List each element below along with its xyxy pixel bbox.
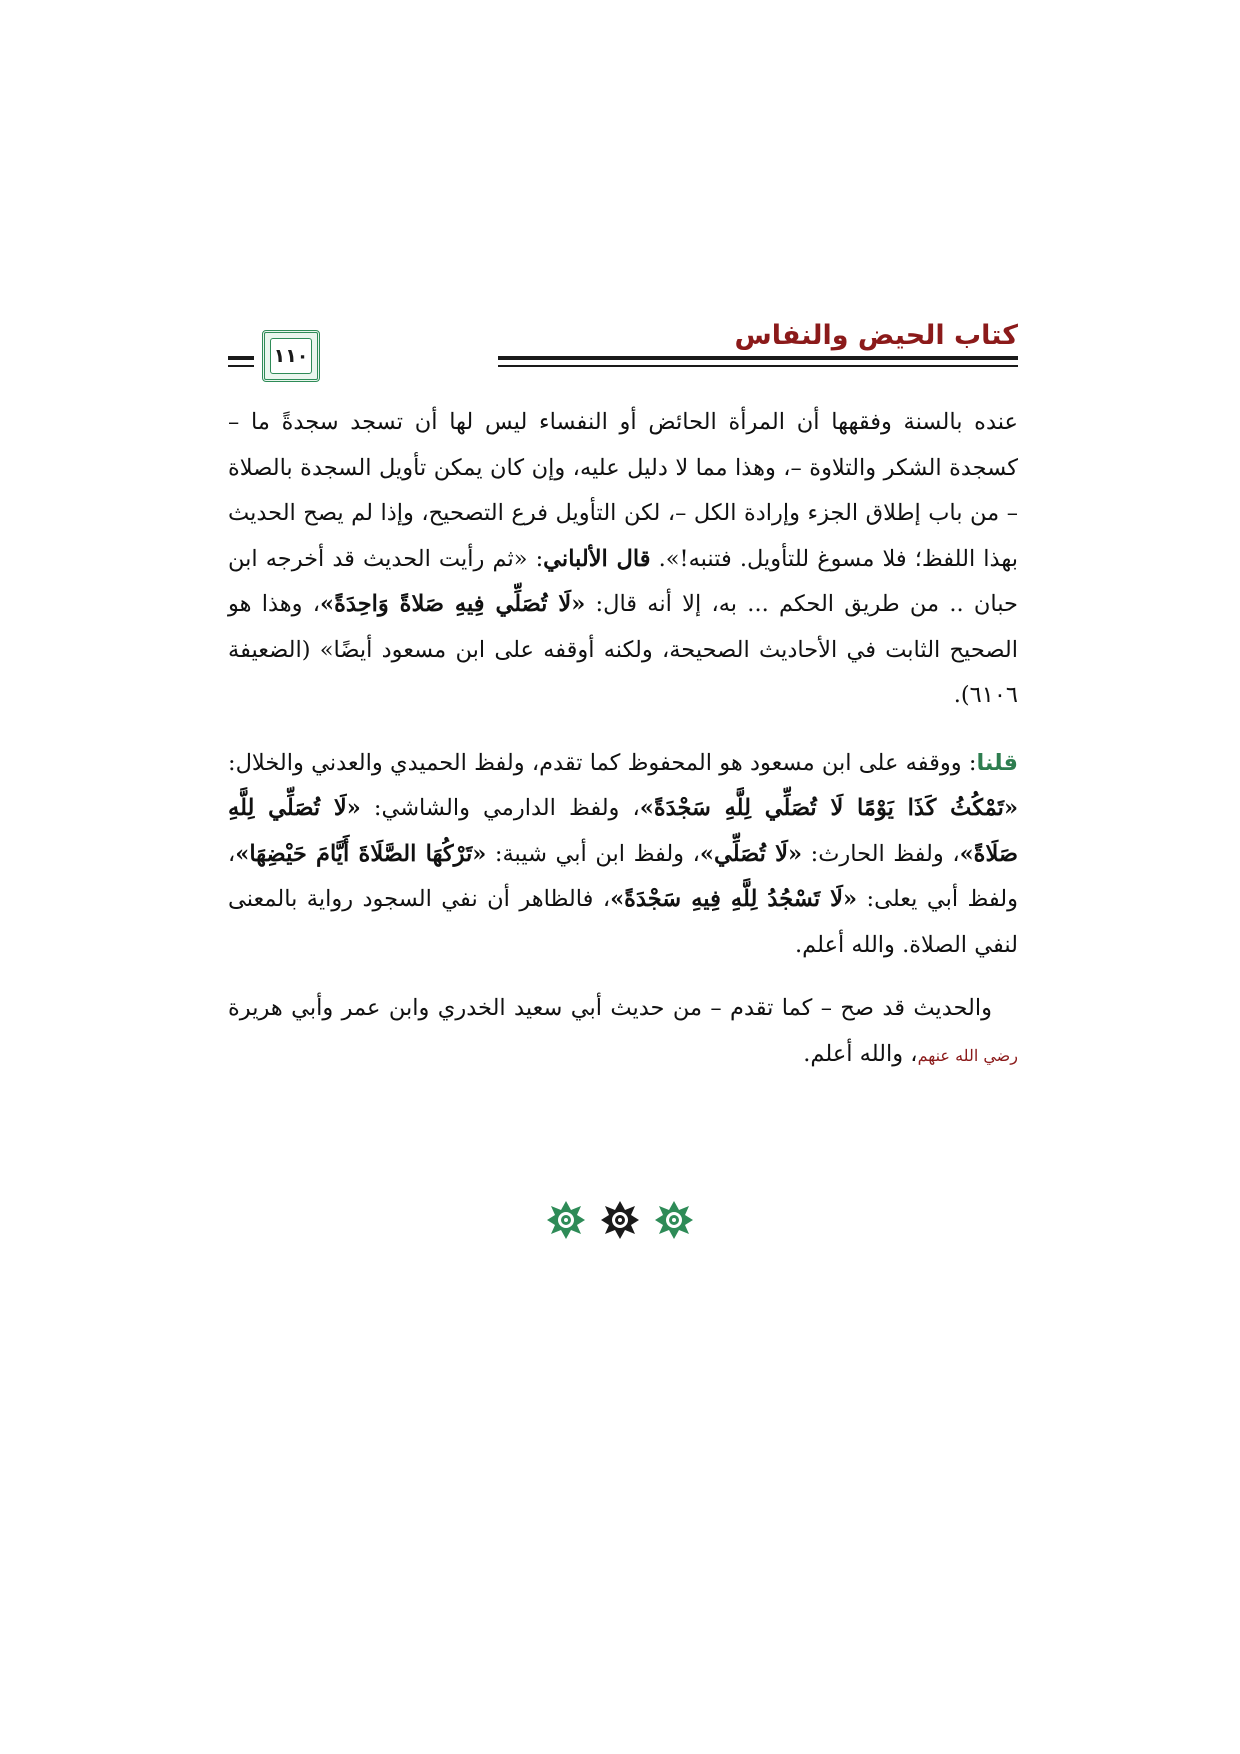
page-number: ١١٠ [270,338,312,374]
p1-text-a: عنده بالسنة وفقهها أن المرأة الحائض أو النفساء ليس لها أن تسجد سجدةً ما – كسجدة الشكر والتلاوة –، وهذا مما لا دليل عليه، وإن كان يمكن تأويل السجدة بالصلاة – من باب إطلاق الجزء وإرادة الكل –، لكن التأويل فرع التصحيح، وإذا لم يصح الحديث بهذا اللفظ؛ فلا مسوغ للتأويل. فتنبه!». [228,409,1018,572]
book-title: كتاب الحيض والنفاس [734,320,1018,351]
star-ornament-icon [654,1200,694,1240]
albani-label: قال الألباني [543,545,651,572]
p3-text-b: ، والله أعلم. [803,1040,918,1067]
p3-text-a: والحديث قد صح – كما تقدم – من حديث أبي سعيد الخدري وابن عمر وأبي هريرة [228,995,992,1021]
p2-text-e: ، ولفظ أبي يعلى: [228,840,1018,912]
p2-text-b: ، ولفظ الدارمي والشاشي: [360,795,640,821]
header-rule-thick [498,356,1018,360]
qulna-label: قلنا [976,749,1018,776]
p2-text-f: ، فالظاهر أن نفي السجود رواية بالمعنى لنفي الصلاة. والله أعلم. [228,886,1018,958]
hadith-quote: «تَمْكُثُ كَذَا يَوْمًا لَا تُصَلِّي لِلَّهِ سَجْدَةً» [639,795,1019,821]
header-rule-left-thin [228,365,254,367]
paragraph-1 [228,400,1018,719]
star-ornament-icon [546,1200,586,1240]
page-header [228,312,1018,396]
header-rule-thin [498,365,1018,367]
p1-text-b: : «ثم رأيت الحديث قد أخرجه ابن حبان .. من طريق الحكم ... به، إلا أنه قال: [228,545,1018,617]
hadith-quote: «لَا تُصَلِّي» [699,840,803,867]
hadith-quote: «لَا تُصَلِّي لِلَّهِ صَلَاةً» [228,795,1018,867]
header-rule-left-thick [228,356,254,360]
honorific-glyph: رضي الله عنهم [917,1045,1018,1065]
hadith-quote: «تَرْكُهَا الصَّلَاةَ أَيَّامَ حَيْضِهَا» [235,840,487,867]
hadith-quote: «لَا تُصَلِّي فِيهِ صَلاةً وَاحِدَةً» [320,591,586,617]
paragraph-2 [228,741,1018,969]
star-ornament-icon [600,1200,640,1240]
p2-text-d: ، ولفظ ابن أبي شيبة: [486,840,700,867]
p2-text-c: ، ولفظ الحارث: [802,840,960,867]
p1-text-c: ، وهذا هو الصحيح الثابت في الأحاديث الصحيحة، ولكنه أوقفه على ابن مسعود أيضًا» (الضعيفة ٦١٠٦). [228,591,1018,708]
page-number-badge [262,330,320,382]
page-body [228,400,1018,1078]
paragraph-3 [228,986,1018,1078]
p2-text-a: : ووقفه على ابن مسعود هو المحفوظ كما تقدم، ولفظ الحميدي والعدني والخلال: [228,749,977,776]
hadith-quote: «لَا تَسْجُدُ لِلَّهِ فِيهِ سَجْدَةً» [610,886,858,912]
section-end-ornaments [0,1200,1240,1240]
